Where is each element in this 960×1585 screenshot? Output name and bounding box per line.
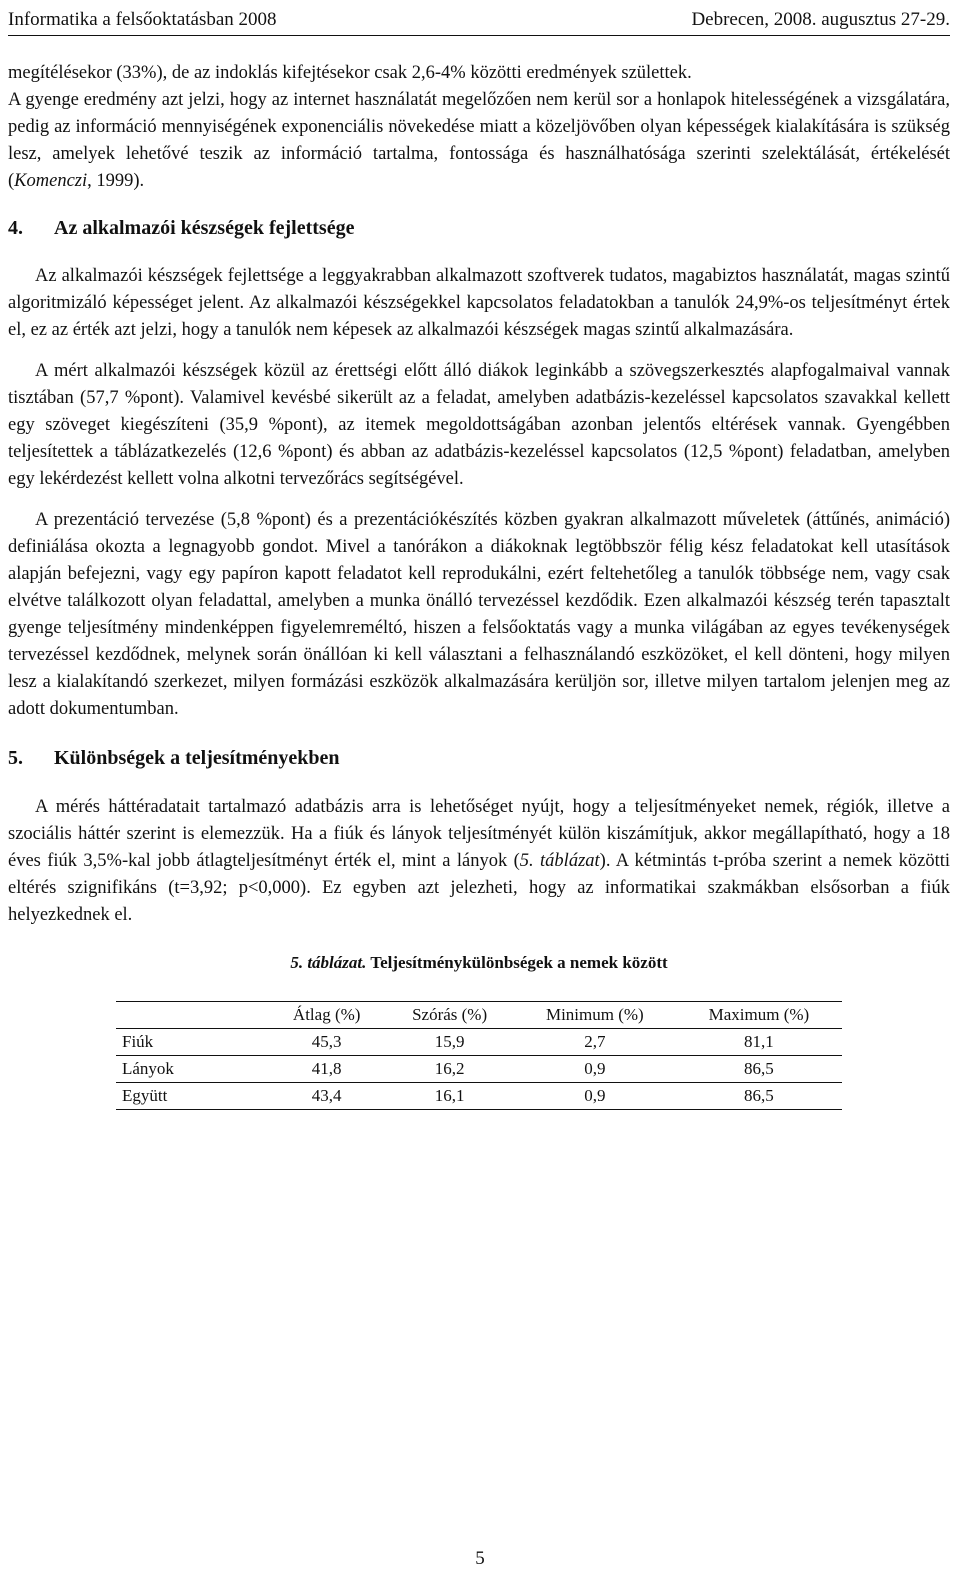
- table-cell: 0,9: [514, 1083, 676, 1110]
- table-caption: [8, 953, 950, 973]
- section-number: 4.: [8, 217, 23, 239]
- table-row: [116, 1029, 842, 1056]
- table-cell: Fiúk: [116, 1029, 268, 1056]
- section-title: Különbségek a teljesítményekben: [54, 747, 340, 769]
- header-conference: Informatika a felsőoktatásban 2008: [8, 9, 277, 30]
- paragraph-text: A gyenge eredmény azt jelzi, hogy az internet használatát megelőzően nem kerül sor a honlapok hitelességének a vizsgálatára, pedig az információ mennyiségének exponenciális növekedése miatt a közeljövőben olyan képességek kialakítására is szükség lesz, amelyek lehetővé teszik az információ tartalma, fontossága és használhatósága szerinti szelektálását, értékelését (: [8, 90, 950, 191]
- table-cell: 16,1: [385, 1083, 513, 1110]
- table-cell: 2,7: [514, 1029, 676, 1056]
- section-number: 5.: [8, 747, 23, 769]
- table-cell: Együtt: [116, 1083, 268, 1110]
- table-row: [116, 1056, 842, 1083]
- section-5-paragraph-1: [8, 794, 950, 929]
- page-number: 5: [475, 1548, 485, 1569]
- section-title: Az alkalmazói készségek fejlettsége: [54, 217, 355, 239]
- table-cell: 81,1: [676, 1029, 842, 1056]
- column-header: Maximum (%): [676, 1002, 842, 1029]
- gender-performance-table: [116, 1001, 842, 1110]
- column-header: [116, 1002, 268, 1029]
- table-cell: 15,9: [385, 1029, 513, 1056]
- column-header: Átlag (%): [268, 1002, 385, 1029]
- continuation-line: megítélésekor (33%), de az indoklás kifejtésekor csak 2,6-4% közötti eredmények születtek.: [8, 63, 692, 83]
- page-body: [8, 60, 950, 1110]
- table-cell: 86,5: [676, 1083, 842, 1110]
- section-5-heading: [8, 747, 950, 770]
- table-reference: 5. táblázat: [519, 851, 600, 871]
- column-header: Minimum (%): [514, 1002, 676, 1029]
- paragraph-text-end: , 1999).: [87, 171, 145, 191]
- table-caption-number: 5. táblázat.: [290, 953, 367, 972]
- table-row: [116, 1083, 842, 1110]
- table-cell: Lányok: [116, 1056, 268, 1083]
- table-cell: 0,9: [514, 1056, 676, 1083]
- section-4-paragraph-1: Az alkalmazói készségek fejlettsége a leggyakrabban alkalmazott szoftverek tudatos, magabiztos használatát, magas szintű algoritmizáló képességet jelent. Az alkalmazói készségekkel kapcsolatos feladatokban a tanulók 24,9%-os teljesítményt értek el, ez az érték azt jelzi, hogy a tanulók nem képesek az alkalmazói készségek magas szintű alkalmazására.: [8, 266, 950, 340]
- citation: Komenczi: [14, 171, 88, 191]
- column-header: Szórás (%): [385, 1002, 513, 1029]
- table-header-row: [116, 1002, 842, 1029]
- running-header: [8, 0, 950, 36]
- table-cell: 45,3: [268, 1029, 385, 1056]
- paragraph-intro: [8, 87, 950, 195]
- table-cell: 43,4: [268, 1083, 385, 1110]
- paragraph-text-end: ). A kétmintás t-próba szerint a nemek közötti eltérés szignifikáns (t=3,92; p<0,000). Ez egyben azt jelezheti, hogy az informatikai szakmákban elsősorban a fiúk helyezkednek el.: [8, 851, 950, 925]
- paragraph-continuation: [8, 60, 950, 87]
- table-cell: 86,5: [676, 1056, 842, 1083]
- section-4-paragraph-3: A prezentáció tervezése (5,8 %pont) és a prezentációkészítés közben gyakran alkalmazott műveletek (áttűnés, animáció) definiálása okozta a legnagyobb gondot. Mivel a tanórákon a diákoknak legtöbbször félig kész feladatokat kell utasítások alapján befejezni, vagy egy papíron kapott feladatot kell reprodukálni, ezért feltehetőleg a tanulók többsége nem, vagy csak elvétve találkozott olyan feladattal, amelyben a munka önálló tervezéssel kezdődik. Ezen alkalmazói készség terén tapasztalt gyenge teljesítmény mindenképpen figyelemreméltó, hiszen a felsőoktatás vagy a munka világában az egyes tevékenységek tervezéssel kezdődnek, melynek során önállóan ki kell választani a felhasználandó eszközöket, el kell dönteni, hogy milyen lesz a kialakítandó szerkezet, milyen formázási eszközök alkalmazására kerüljön sor, illetve milyen tartalom jelenjen meg az adott dokumentumban.: [8, 510, 950, 719]
- paragraph-text: A mérés háttéradatait tartalmazó adatbázis arra is lehetőséget nyújt, hogy a teljesítményeket nemek, régiók, illetve a szociális háttér szerint is elemezzük. Ha a fiúk és lányok teljesítményét külön kiszámítjuk, akkor megállapítható, hogy a 18 éves fiúk 3,5%-kal jobb átlagteljesítményt érték el, mint a lányok (: [8, 797, 950, 871]
- section-4-paragraph-2: A mért alkalmazói készségek közül az érettségi előtt álló diákok leginkább a szövegszerkesztés alapfogalmaival vannak tisztában (57,7 %pont). Valamivel kevésbé sikerült az a feladat, amelyben adatbázis-kezeléssel kapcsolatos szavakkal kellett egy szöveget kiegészíteni (35,9 %pont), az itemek megoldottságában azonban jelentős eltérések vannak. Gyengébben teljesítettek a táblázatkezelés (12,6 %pont) és abban az adatbázis-kezeléssel kapcsolatos (12,5 %pont) feladatban, amelyben egy lekérdezést kellett volna alkotni tervezőrács segítségével.: [8, 361, 950, 489]
- table-caption-text: Teljesítménykülönbségek a nemek között: [366, 953, 668, 972]
- table-cell: 16,2: [385, 1056, 513, 1083]
- table-cell: 41,8: [268, 1056, 385, 1083]
- header-place-date: Debrecen, 2008. augusztus 27-29.: [691, 9, 950, 30]
- section-4-heading: [8, 217, 950, 240]
